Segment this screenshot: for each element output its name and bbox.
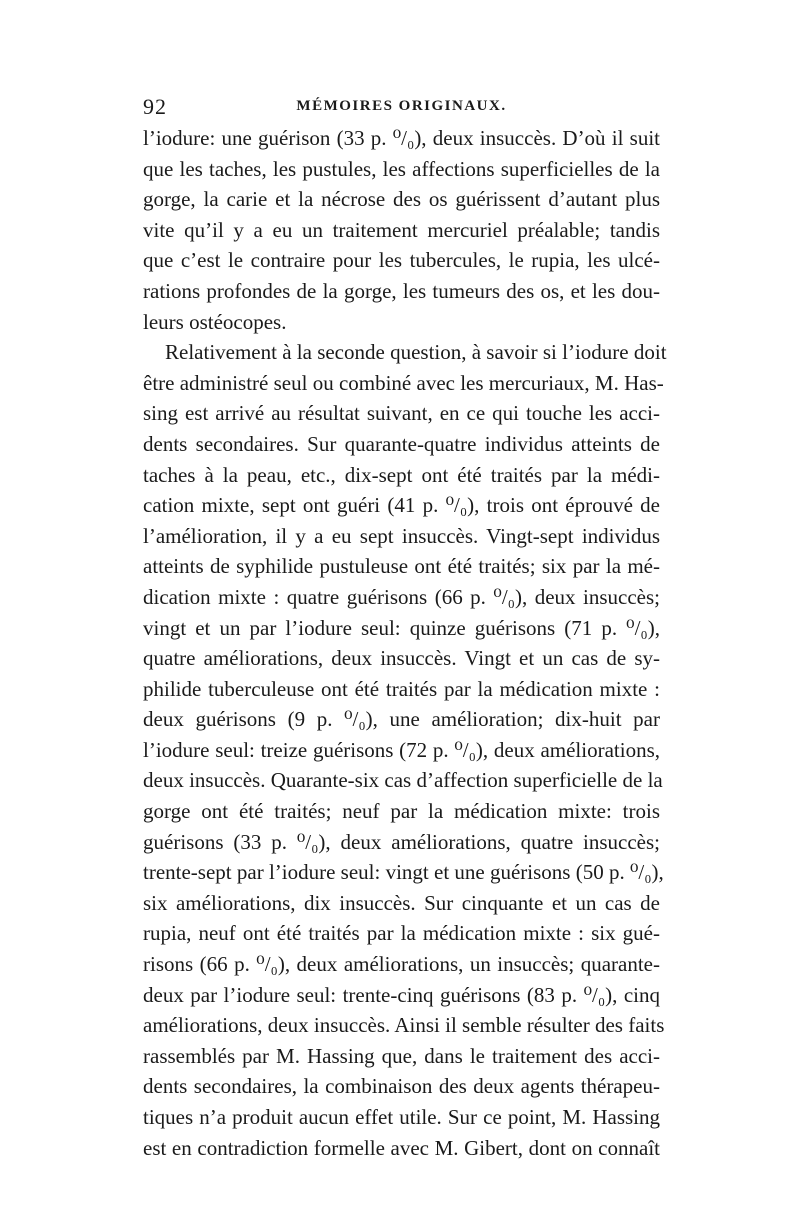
text-line: rassemblés par M. Hassing que, dans le traitement des acci- [143,1043,660,1068]
text-line: dents secondaires. Sur quarante-quatre individus atteints de [143,431,660,456]
page-number: 92 [143,94,167,119]
text-line: taches à la peau, etc., dix-sept ont été traités par la médi- [143,462,660,487]
text-line: six améliorations, dix insuccès. Sur cinquante et un cas de [143,890,660,915]
text-line: vingt et un par l’iodure seul: quinze guérisons (71 p. ⁰/₀), [143,615,660,640]
text-line: est en contradiction formelle avec M. Gibert, dont on connaît [143,1135,660,1160]
text-line: que les taches, les pustules, les affections superficielles de la [143,156,660,181]
text-line: vite qu’il y a eu un traitement mercuriel préalable; tandis [143,217,660,242]
text-line: tiques n’a produit aucun effet utile. Sur ce point, M. Hassing [143,1105,660,1129]
text-line: philide tuberculeuse ont été traités par la médication mixte : [143,676,660,701]
text-line: gorge, la carie et la nécrose des os guérissent d’autant plus [143,187,660,212]
text-line: l’iodure: une guérison (33 p. ⁰/₀), deux insuccès. D’où il suit [143,126,660,150]
text-line: dication mixte : quatre guérisons (66 p. ⁰/₀), deux insuccès; [143,584,660,609]
text-line: quatre améliorations, deux insuccès. Vingt et un cas de sy- [143,646,660,671]
text-line: risons (66 p. ⁰/₀), deux améliorations, un insuccès; quarante- [143,952,660,977]
text-line: deux par l’iodure seul: trente-cinq guérisons (83 p. ⁰/₀), cinq [143,982,660,1007]
text-line: guérisons (33 p. ⁰/₀), deux améliorations, quatre insuccès; [143,829,660,854]
text-line: deux insuccès. Quarante-six cas d’affection superficielle de la [143,768,663,793]
text-line: rupia, neuf ont été traités par la médication mixte : six gué- [143,921,660,946]
body-text [143,123,667,1163]
text-line: deux guérisons (9 p. ⁰/₀), une amélioration; dix-huit par [143,707,660,732]
running-head [143,94,660,124]
text-line: Relativement à la seconde question, à savoir si l’iodure doit [165,340,667,365]
text-line: cation mixte, sept ont guéri (41 p. ⁰/₀), trois ont éprouvé de [143,493,660,518]
text-line: l’iodure seul: treize guérisons (72 p. ⁰/₀), deux améliorations, [143,737,660,762]
text-line: améliorations, deux insuccès. Ainsi il semble résulter des faits [143,1013,665,1038]
text-line: dents secondaires, la combinaison des deux agents thérapeu- [143,1074,660,1099]
running-title: MÉMOIRES ORIGINAUX. [296,98,507,114]
text-line: que c’est le contraire pour les tubercules, le rupia, les ulcé- [143,248,660,273]
text-line: trente-sept par l’iodure seul: vingt et une guérisons (50 p. ⁰/₀), [143,860,664,885]
text-line: sing est arrivé au résultat suivant, en ce qui touche les acci- [143,401,660,426]
text-line: être administré seul ou combiné avec les mercuriaux, M. Has- [143,370,664,395]
text-line: rations profondes de la gorge, les tumeurs des os, et les dou- [143,278,660,303]
text-line: gorge ont été traités; neuf par la médication mixte: trois [143,799,660,824]
text-line: leurs ostéocopes. [143,309,287,334]
text-line: atteints de syphilide pustuleuse ont été traités; six par la mé- [143,554,660,579]
text-line: l’amélioration, il y a eu sept insuccès. Vingt-sept individus [143,523,660,548]
